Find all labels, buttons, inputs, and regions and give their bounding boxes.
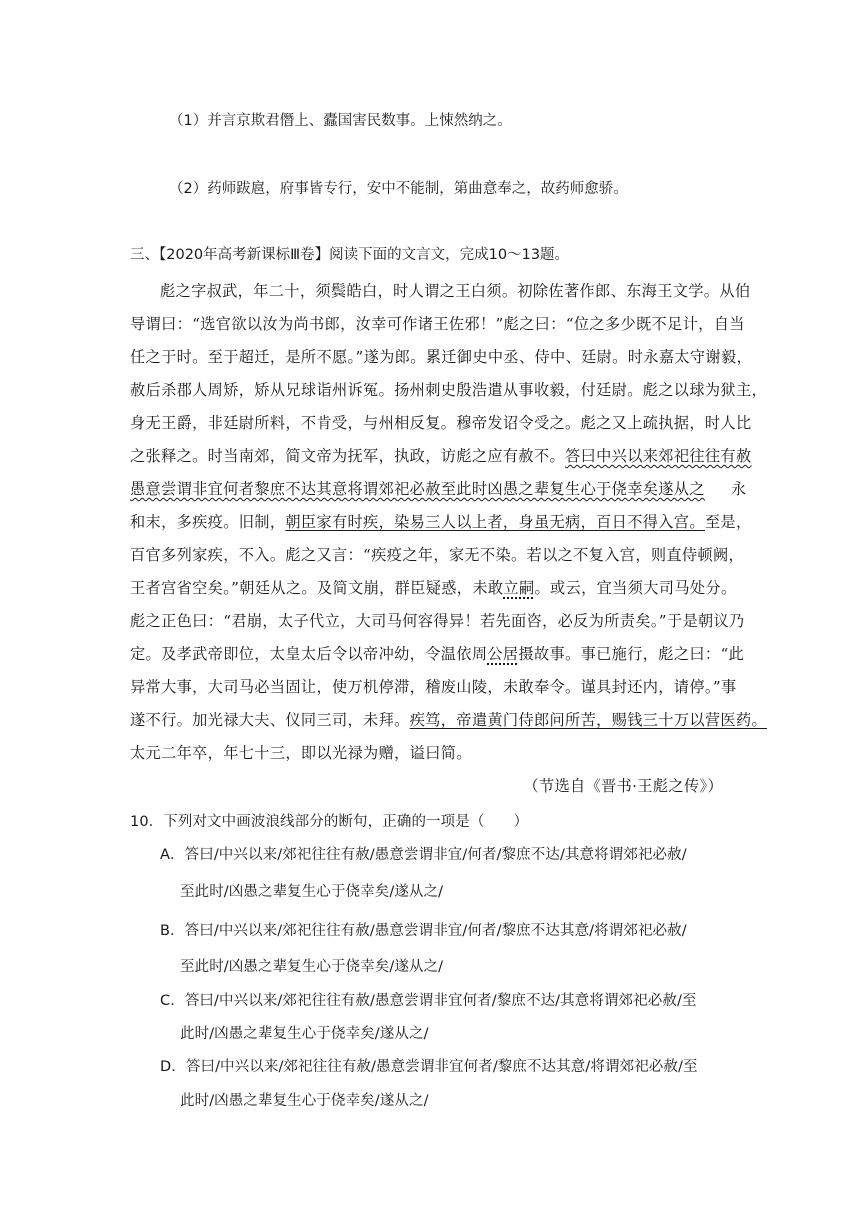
passage-line [130, 515, 752, 530]
passage-text: 之张释之。时当南郊，简文帝为抚军，执政，访彪之应有赦不。 [130, 447, 566, 465]
passage-line: 身无王爵，非廷尉所料，不肯受，与州相反复。穆帝发诏令受之。彪之又上疏执据，时人比 [130, 414, 752, 432]
passage-source: （节选自《晋书·王彪之传》） [523, 777, 723, 795]
passage-line: 任之于时。至于超迁，是所不愿。”遂为郎。累迁御史中丞、侍中、廷尉。时永嘉太守谢毅， [130, 348, 753, 366]
dotted-emphasis-text: 公居 [487, 645, 519, 663]
option-a-continued: 至此时/凶愚之辈复生心于侥幸矣/遂从之/ [180, 884, 444, 900]
passage-text: 遂不行。加光禄大夫、仪同三司，未拜。 [130, 711, 410, 729]
passage-text: 摄故事。事已施行，彪之曰：“此 [518, 645, 745, 663]
passage-line [130, 713, 767, 728]
passage-text: 至是， [704, 513, 752, 531]
passage-text: 定。及孝武帝即位，太皇太后令以帝冲幼，令温依周 [130, 645, 488, 663]
option-a: A．答曰/中兴以来/郊祀往往有赦/愚意尝谓非宜/何者/黎庶不达/其意将谓郊祀必赦/ [160, 847, 687, 863]
passage-line: 导谓曰：“选官欲以汝为尚书郎，汝幸可作诸王佐邪！”彪之曰：“位之多少既不足计，自当 [130, 315, 745, 333]
passage-line [130, 581, 737, 596]
passage-line: 彪之正色曰：“君崩，太子代立，大司马何容得异！若先面咨，必反为所责矣。”于是朝议乃 [130, 612, 745, 630]
underlined-sentence: 疾笃，帝遣黄门侍郎问所苦，赐钱三十万以营医药。 [409, 711, 768, 729]
dotted-emphasis-text: 立嗣 [503, 579, 535, 597]
section-heading: 三、【2020年高考新课标Ⅲ卷】阅读下面的文言文，完成10～13题。 [130, 247, 570, 263]
option-c-continued: 此时/凶愚之辈复生心于侥幸矣/遂从之/ [180, 1026, 429, 1042]
wavy-underlined-text: 答曰中兴以来郊祀往往有赦 [565, 447, 752, 465]
passage-line: 异常大事，大司马必当固让，使万机停滞，稽废山陵，未敢奉令。谨具封还内，请停。”事 [130, 678, 737, 696]
passage-line [130, 449, 752, 464]
option-c: C．答曰/中兴以来/郊祀往往有赦/愚意尝谓非宜何者/黎庶不达/其意将谓郊祀必赦/至 [160, 993, 697, 1009]
option-d-continued: 此时/凶愚之辈复生心于侥幸矣/遂从之/ [180, 1093, 429, 1109]
question-stem: 10．下列对文中画波浪线部分的断句，正确的一项是（ ） [130, 814, 529, 830]
passage-line: 赦后杀郡人周矫，矫从兄球诣州诉冤。扬州刺史殷浩遣从事收毅，付廷尉。彪之以球为狱主， [130, 381, 768, 399]
passage-text: 。或云，宜当须大司马处分。 [534, 579, 737, 597]
passage-line: 彪之字叔武，年二十，须鬓皓白，时人谓之王白须。初除佐著作郎、东海王文学。从伯 [160, 282, 751, 300]
underlined-sentence: 朝臣家有时疾，染易三人以上者，身虽无病，百日不得入宫。 [285, 513, 705, 531]
wavy-underlined-text: 愚意尝谓非宜何者黎庶不达其意将谓郊祀必赦至此时凶愚之辈复生心于侥幸矣遂从之 [130, 480, 705, 498]
translation-item-2: （2）药师跋扈，府事皆专行，安中不能制，第曲意奉之，故药师愈骄。 [169, 181, 628, 197]
passage-text: 和末，多疾疫。旧制， [130, 513, 286, 531]
passage-text: 永 [730, 480, 747, 498]
option-d: D．答曰/中兴以来/郊祀往往有赦/愚意尝谓非宜何者/黎庶不达其意/将谓郊祀必赦/至 [160, 1059, 698, 1075]
option-b-continued: 至此时/凶愚之辈复生心于侥幸矣/遂从之/ [180, 959, 444, 975]
passage-line [130, 647, 744, 662]
passage-text: 王者宫省空矣。”朝廷从之。及简文崩，群臣疑惑，未敢 [130, 579, 504, 597]
passage-line [130, 482, 746, 497]
translation-item-1: （1）并言京欺君僭上、蠹国害民数事。上悚然纳之。 [169, 113, 512, 129]
option-b: B．答曰/中兴以来/郊祀往往有赦/愚意尝谓非宜/何者/黎庶不达其意/将谓郊祀必赦/ [160, 923, 687, 939]
passage-line: 太元二年卒，年七十三，即以光禄为赠，谥曰简。 [130, 744, 472, 762]
passage-line: 百官多列家疾，不入。彪之又言：“疾疫之年，家无不染。若以之不复入宫，则直侍顿阙， [130, 546, 745, 564]
